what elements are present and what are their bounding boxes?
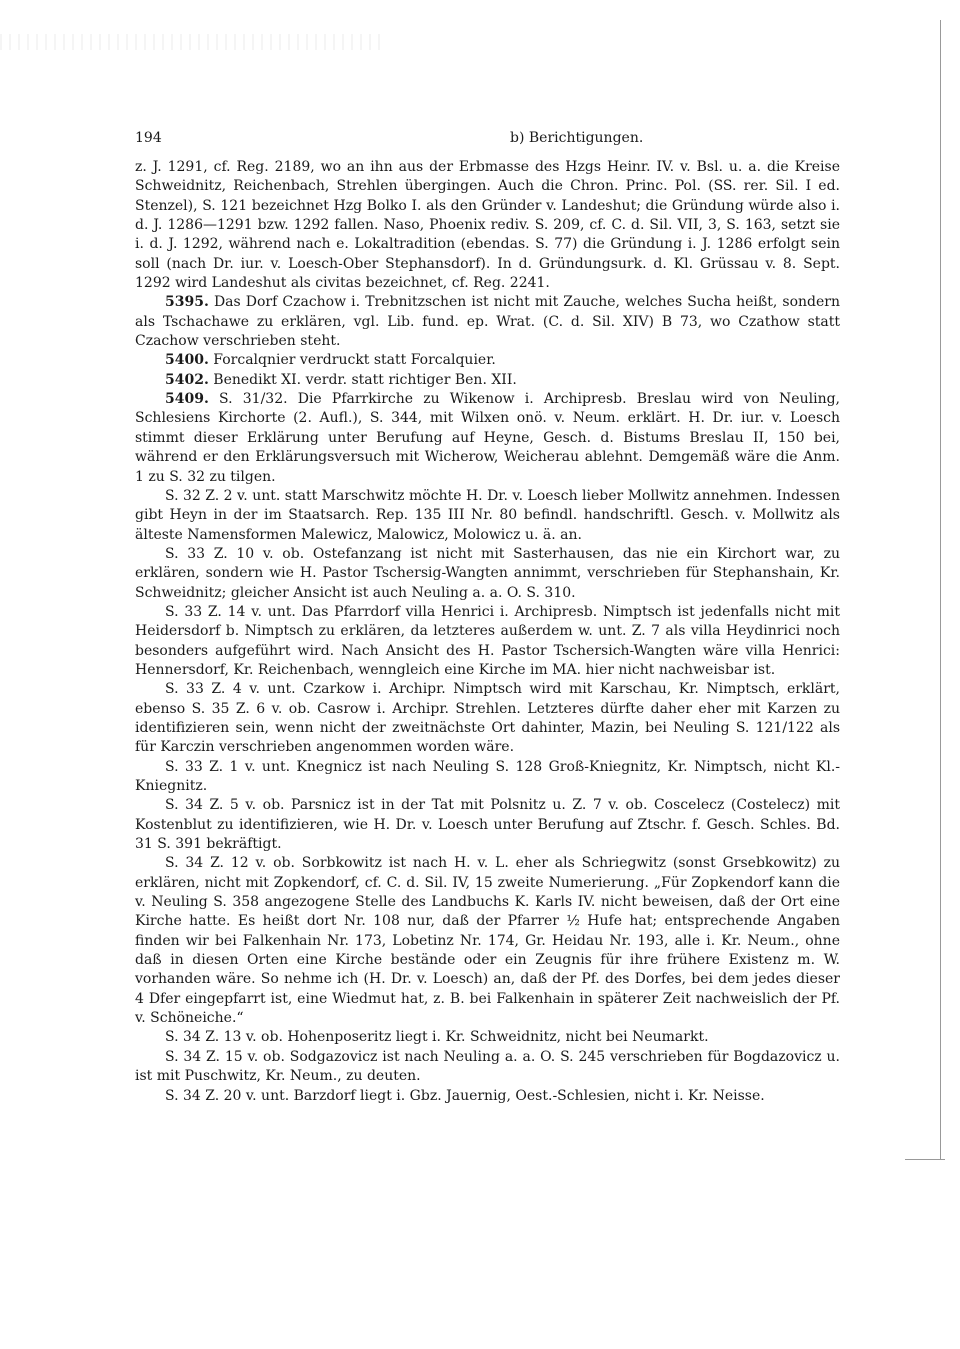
paragraph-text: S. 31/32. Die Pfarrkirche zu Wikenow i. Archipresb. Breslau wird von Neuling, Schlesiens Kirchorte (2. Aufl.), S. 344, mit Wilxen onö. v. Neum. erklärt. H. Dr. iur. v. Loesch stimmt dieser Erklärung unter Berufung auf Heyne, Gesch. d. Bistums Breslau II, 150 bei, während er den Erklärungsversuch mit Wicherow, Weicherau ablehnt. Demgemäß wäre die Anm. 1 zu S. 32 zu tilgen. [135, 391, 840, 485]
paragraph [135, 351, 840, 370]
paragraph [135, 390, 840, 487]
paragraph [135, 1028, 840, 1047]
paragraph-text: Benedikt XI. verdr. statt richtiger Ben. XII. [213, 371, 517, 388]
paragraph-text: S. 33 Z. 10 v. ob. Ostefanzang ist nicht mit Sasterhausen, das nie ein Kirchort war, zu erklären, sondern wie H. Pastor Tschersig-Wangten annimmt, verschrieben für Stephanshain, Kr. Schweidnitz; gleicher Ansicht ist auch Neuling a. a. O. S. 310. [135, 545, 840, 601]
paragraph [135, 371, 840, 390]
paragraph-text: S. 34 Z. 5 v. ob. Parsnicz ist in der Tat mit Polsnitz u. Z. 7 v. ob. Coscelecz (Costelecz) mit Kostenblut zu identifizieren, wie H. Dr. v. Loesch unter Berufung auf Ztschr. f. Gesch. Schles. Bd. 31 S. 391 bekräftigt. [135, 797, 840, 853]
entry-number: 5395. [165, 294, 209, 311]
scan-noise [0, 34, 380, 50]
paragraph-text: S. 34 Z. 13 v. ob. Hohenposeritz liegt i. Kr. Schweidnitz, nicht bei Neumarkt. [165, 1029, 709, 1046]
page-number: 194 [135, 130, 162, 146]
paragraph-text: S. 32 Z. 2 v. unt. statt Marschwitz möchte H. Dr. v. Loesch lieber Mollwitz annehmen. Indessen gibt Heyn in der im Staatsarch. Rep. 135 III Nr. 80 befindl. handschriftl. Gesch. v. Mollwitz als älteste Namensformen Malewicz, Malowicz, Molowicz u. ä. an. [135, 487, 840, 543]
paragraph-text: Das Dorf Czachow i. Trebnitzschen ist nicht mit Zauche, welches Sucha heißt, sondern als Tschachawe zu erklären, vgl. Lib. fund. ep. Wrat. (C. d. Sil. XIV) B 73, wo Czathow statt Czachow verschrieben steht. [135, 294, 840, 350]
running-head: b) Berichtigungen. [510, 130, 644, 146]
page-edge-rule [940, 20, 941, 1160]
paragraph-text: S. 33 Z. 1 v. unt. Knegnicz ist nach Neuling S. 128 Groß-Kniegnitz, Kr. Nimptsch, nicht Kl.-Kniegnitz. [135, 758, 840, 794]
entry-number: 5400. [165, 352, 209, 369]
paragraph-text: S. 34 Z. 12 v. ob. Sorbkowitz ist nach H. v. L. eher als Schriegwitz (sonst Grsebkowitz) zu erklären, nicht mit Zopkendorf, cf. C. d. Sil. IV, 15 zweite Numerierung. „Für Zopkendorf kann die v. Neuling S. 358 angezogene Stelle des Landbuchs K. Karls IV. nicht beweisen, daß der Ort eine Kirche hatte. Es heißt dort Nr. 108 nur, daß der Pfarrer ½ Hufe hat; entsprechende Angaben finden wir bei Falkenhain Nr. 173, Lobetinz Nr. 174, Gr. Heidau Nr. 193, alle i. Kr. Neum., ohne daß in diesen Orten eine Kirche bestände oder ein Zeugnis für ihre frühere Existenz m. W. vorhanden wäre. So nehme ich (H. Dr. v. Loesch) an, daß der Pf. des Dorfes, bei dem jedes dieser 4 Dfer eingepfarrt ist, eine Wiedmut hat, z. B. bei Falkenhain in späterer Zeit nachweislich der Pf. v. Schöneiche.“ [135, 855, 840, 1027]
paragraph [135, 158, 840, 293]
paragraph [135, 680, 840, 757]
entry-number: 5409. [165, 391, 209, 408]
paragraph-text: S. 34 Z. 20 v. unt. Barzdorf liegt i. Gbz. Jauernig, Oest.-Schlesien, nicht i. Kr. Neisse. [165, 1087, 765, 1104]
paragraph-text: Forcalqnier verdruckt statt Forcalquier. [213, 352, 496, 369]
paragraph [135, 603, 840, 680]
paragraph-text: S. 34 Z. 15 v. ob. Sodgazovicz ist nach Neuling a. a. O. S. 245 verschrieben für Bogdazovicz u. ist mit Puschwitz, Kr. Neum., zu deuten. [135, 1048, 840, 1085]
paragraph [135, 854, 840, 1028]
paragraph [135, 293, 840, 351]
paragraph [135, 1048, 840, 1087]
paragraph [135, 545, 840, 603]
paragraph-text: S. 33 Z. 4 v. unt. Czarkow i. Archipr. Nimptsch wird mit Karschau, Kr. Nimptsch, erklärt, ebenso S. 35 Z. 6 v. ob. Casrow i. Archipr. Strehlen. Letzteres dürfte daher eher mit Karzen zu identifizieren sein, wenn nicht der zweitnächste Ort dahinter, Mazin, bei Neuling S. 121/122 als für Karczin verschrieben angenommen worden wäre. [135, 681, 840, 756]
entry-number: 5402. [165, 371, 209, 388]
paragraph [135, 1087, 840, 1106]
paragraph-text: S. 33 Z. 14 v. unt. Das Pfarrdorf villa Henrici i. Archipresb. Nimptsch ist jedenfalls nicht mit Heidersdorf b. Nimptsch zu erklären, da letzteres außerdem w. unt. Z. 7 als villa Heydinrici noch besonders aufgeführt wird. Nach Ansicht des H. Pastor Tschersich-Wangten wäre villa Henrici: Hennersdorf, Kr. Reichenbach, wenngleich eine Kirche im MA. hier nicht nachweisbar ist. [135, 603, 840, 678]
paragraph [135, 487, 840, 545]
page-corner-rule [905, 1159, 945, 1160]
paragraph [135, 758, 840, 797]
paragraph [135, 796, 840, 854]
body-text [135, 158, 840, 1106]
paragraph-text: z. J. 1291, cf. Reg. 2189, wo an ihn aus der Erbmasse des Hzgs Heinr. IV. v. Bsl. u. a. die Kreise Schweidnitz, Reichenbach, Strehlen übergingen. Auch die Chron. Princ. Pol. (SS. rer. Sil. I ed. Stenzel), S. 121 bezeichnet Hzg Bolko I. als den Gründer v. Landeshut; die Gründung würde also i. d. J. 1286—1291 bzw. 1292 fallen. Naso, Phoenix rediv. S. 209, cf. C. d. Sil. VII, 3, S. 163, setzt sie i. d. J. 1292, während nach e. Lokaltradition (ebendas. S. 77) die Gründung i. J. 1286 erfolgt sein soll (nach Dr. iur. v. Loesch-Ober Stephansdorf). In d. Gründungsurk. d. Kl. Grüssau v. 8. Sept. 1292 wird Landeshut als civitas bezeichnet, cf. Reg. 2241. [135, 159, 840, 292]
